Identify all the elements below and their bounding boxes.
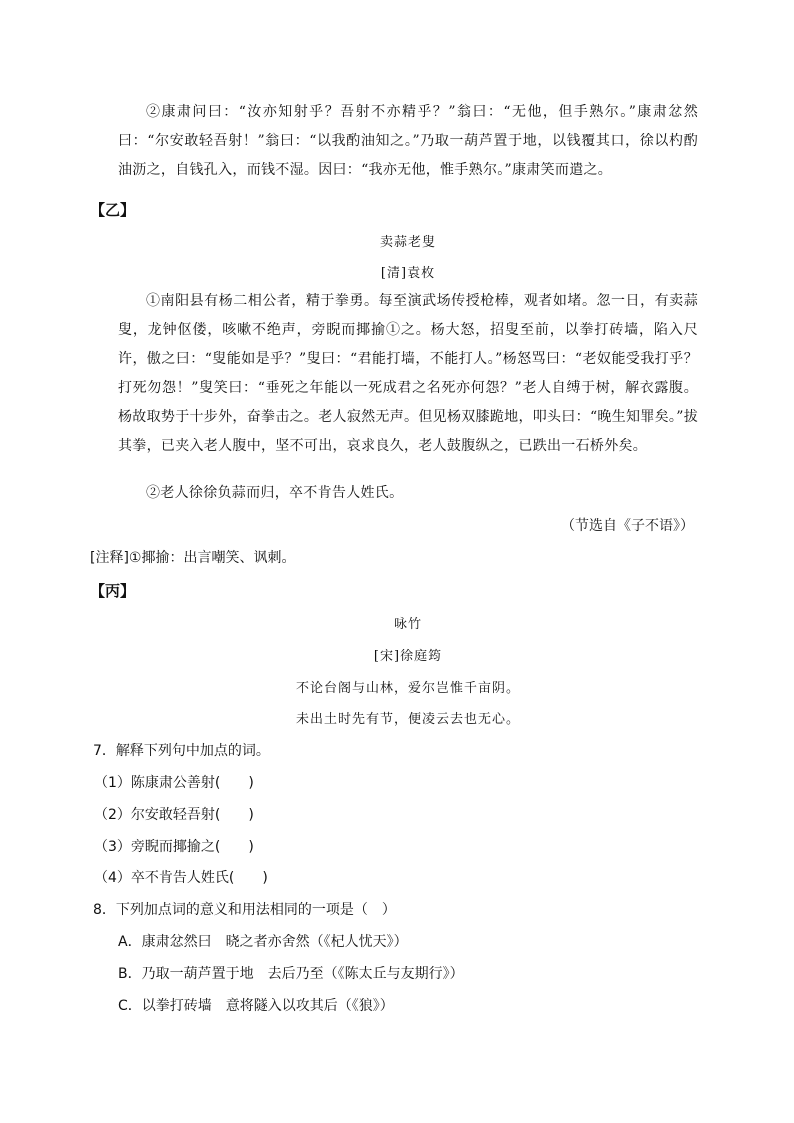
question-7-item-1: （1）陈康肃公善射( ) bbox=[94, 775, 254, 791]
question-8-option-c: C．以拳打砖墙 意将隧入以攻其后（《狼》） bbox=[118, 998, 394, 1014]
question-7-stem: 7．解释下列句中加点的词。 bbox=[93, 743, 270, 759]
section-bing-mark: 【丙】 bbox=[90, 582, 136, 600]
section-bing-title: 咏竹 bbox=[393, 617, 422, 632]
question-8-option-b: B．乃取一葫芦置于地 去后乃至（《陈太丘与友期行》） bbox=[118, 966, 464, 982]
section-yi-note: [注释]①揶揄：出言嘲笑、讽刺。 bbox=[90, 550, 296, 566]
section-yi-source: （节选自《子不语》） bbox=[561, 518, 694, 534]
section-yi-mark: 【乙】 bbox=[90, 201, 136, 219]
question-8-stem: 8．下列加点词的意义和用法相同的一项是（ ） bbox=[93, 902, 396, 918]
passage-jia-paragraph-2: ②康肃问曰：“汝亦知射乎？吾射不亦精乎？”翁曰：“无他，但手熟尔。”康肃忿然曰：“尔安敢轻吾射！”翁曰：“以我酌油知之。”乃取一葫芦置于地，以钱覆其口，徐以杓酌油沥之，自钱孔入，而钱不湿。因曰：“我亦无他，惟手熟尔。”康肃笑而遣之。 bbox=[118, 104, 698, 178]
question-7-item-4: （4）卒不肯告人姓氏( ) bbox=[94, 870, 268, 886]
question-8-option-a: A．康肃忿然曰 晓之者亦舍然（《杞人忧天》） bbox=[118, 934, 408, 950]
section-yi-author: [清]袁枚 bbox=[380, 266, 436, 281]
section-yi-paragraph-2: ②老人徐徐负蒜而归，卒不肯告人姓氏。 bbox=[146, 485, 404, 501]
question-7-item-2: （2）尔安敢轻吾射( ) bbox=[94, 807, 254, 823]
question-7-item-3: （3）旁睨而揶揄之( ) bbox=[94, 839, 254, 855]
section-yi-title: 卖蒜老叟 bbox=[379, 235, 436, 250]
section-yi-paragraph-1: ①南阳县有杨二相公者，精于拳勇。每至演武场传授枪棒，观者如堵。忽一日，有卖蒜叟，龙钟伛偻，咳嗽不绝声，旁睨而揶揄①之。杨大怒，招叟至前，以拳打砖墙，陷入尺许，傲之曰：“叟能如是乎？”叟曰：“君能打墙，不能打人。”杨怒骂曰：“老奴能受我打乎？打死勿怨！”叟笑曰：“垂死之年能以一死成君之名死亦何怨？”老人自缚于树，解衣露腹。杨故取势于十步外，奋拳击之。老人寂然无声。但见杨双膝跪地，叩头曰：“晚生知罪矣。”拔其拳，已夹入老人腹中，坚不可出，哀求良久，老人鼓腹纵之，已跌出一石桥外矣。 bbox=[118, 293, 698, 454]
poem-line-1: 不论台阁与山林，爱尔岂惟千亩阴。 bbox=[295, 681, 520, 696]
poem-line-2: 未出土时先有节，便凌云去也无心。 bbox=[295, 712, 520, 727]
section-bing-author: [宋]徐庭筠 bbox=[373, 649, 443, 664]
